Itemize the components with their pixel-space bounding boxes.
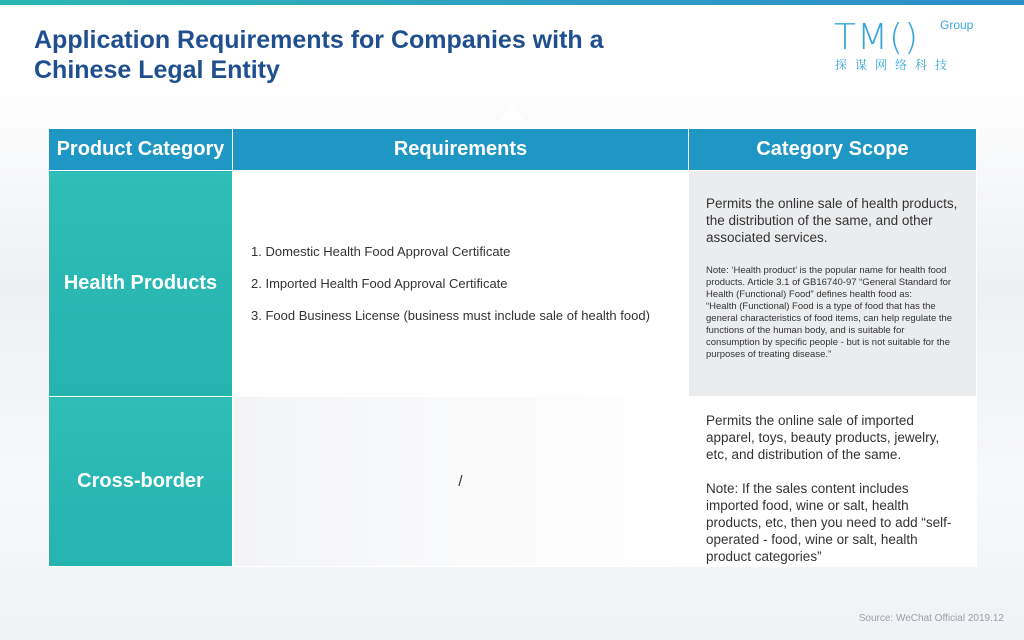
table-row-cross-border (49, 397, 977, 567)
scope-note (706, 265, 958, 361)
scope-note: Note: If the sales content includes imported food, wine or salt, health products, etc, then you need to add “self-operated - food, wine or salt, health product categories” (706, 481, 952, 564)
column-header-category-scope: Category Scope (689, 129, 977, 171)
requirement-item: 1. Domestic Health Food Approval Certificate (251, 244, 511, 259)
requirements-cell: / (233, 397, 689, 567)
company-logo (832, 16, 1002, 72)
requirement-item: 2. Imported Health Food Approval Certificate (251, 276, 508, 291)
scope-cell (689, 397, 977, 567)
category-cell-health-products: Health Products (49, 171, 233, 397)
logo-chinese-text: 探谋网络科技 (835, 58, 956, 72)
column-header-product-category: Product Category (49, 129, 233, 171)
requirements-cell (233, 171, 689, 397)
scope-cell (689, 171, 977, 397)
category-cell-cross-border: Cross-border (49, 397, 233, 567)
page-title: Application Requirements for Companies with a Chinese Legal Entity (34, 26, 604, 84)
decorative-triangle (500, 104, 524, 120)
column-header-requirements: Requirements (233, 129, 689, 171)
table-header-row (49, 129, 977, 171)
logo-wordmark: TM() (834, 17, 920, 58)
requirement-item: 3. Food Business License (business must include sale of health food) (251, 308, 650, 323)
table-row-health-products (49, 171, 977, 397)
scope-note-line: “Health (Functional) Food is a type of food that has the general characteristics of food items, can help regulate the functions of the human body, and is suitable for consumption by specific people - but is not suitable for the purposes of treating disease.” (706, 301, 953, 360)
logo-group-text: Group (940, 18, 974, 32)
requirements-list (251, 243, 670, 324)
scope-text: Permits the online sale of imported apparel, toys, beauty products, jewelry, etc, and distribution of the same. (706, 413, 940, 462)
requirements-table (48, 128, 977, 567)
top-accent-bar (0, 0, 1024, 5)
scope-text: Permits the online sale of health products, the distribution of the same, and other associated services. (706, 196, 958, 245)
scope-note-line: Note: ‘Health product’ is the popular name for health food products. Article 3.1 of GB16740-97 “General Standard for Health (Functional) Food” defines health food as: (706, 265, 952, 300)
source-caption: Source: WeChat Official 2019.12 (858, 613, 1004, 624)
